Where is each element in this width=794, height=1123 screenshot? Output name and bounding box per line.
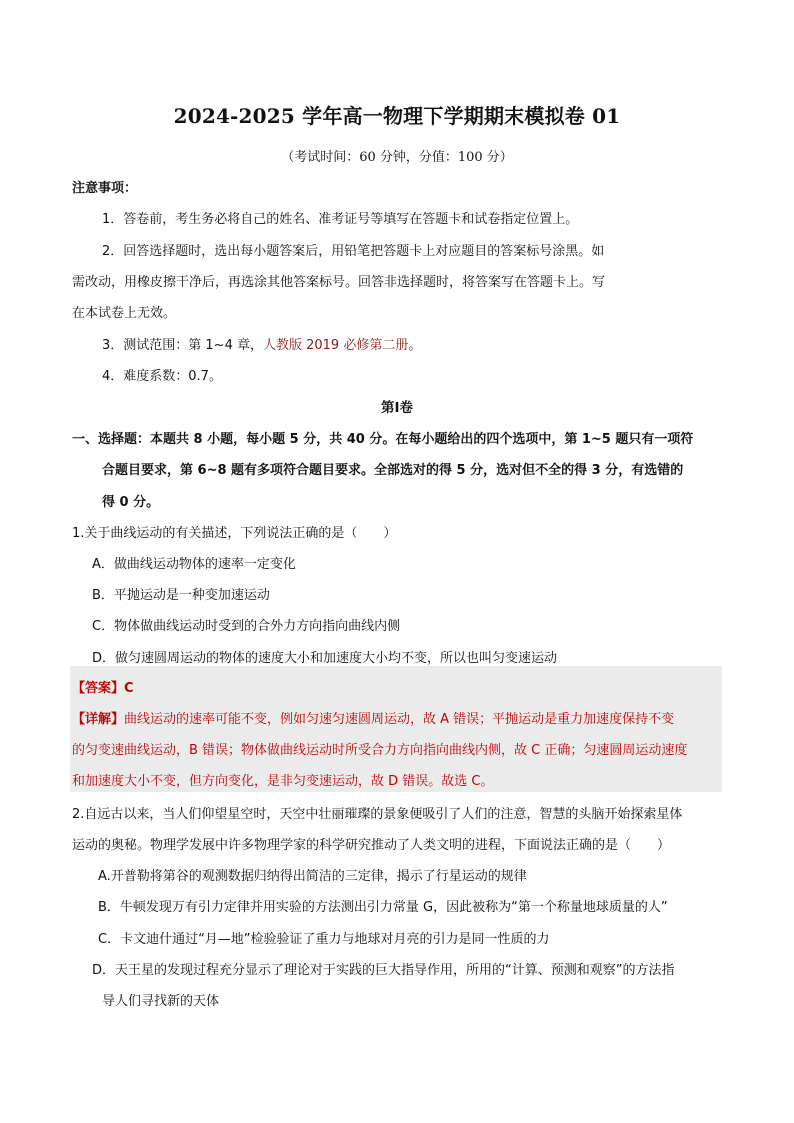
notice-item-1: 1．答卷前，考生务必将自己的姓名、准考证号等填写在答题卡和试卷指定位置上。 (102, 212, 579, 227)
notice-item-3-textbook: 人教版 2019 必修第二册 (262, 338, 409, 353)
question-2-option-d-line-1: D．天王星的发现过程充分显示了理论对于实践的巨大指导作用，所用的“计算、预测和观察”的方法指 (92, 963, 675, 978)
detail-line-1-text: 曲线运动的速率可能不变，例如匀速匀速圆周运动，故 A 错误；平抛运动是重力加速度保持不变 (124, 712, 675, 727)
notice-item-4: 4．难度系数：0.7。 (102, 369, 222, 384)
question-2-option-c: C．卡文迪什通过“月—地”检验验证了重力与地球对月亮的引力是同一性质的力 (98, 932, 550, 947)
question-1-stem: 1.关于曲线运动的有关描述，下列说法正确的是（ ） (72, 526, 397, 541)
question-1-option-a: A．做曲线运动物体的速率一定变化 (92, 557, 296, 572)
question-1-option-b: B．平抛运动是一种变加速运动 (92, 588, 270, 603)
question-2-option-a: A.开普勒将第谷的观测数据归纳得出简洁的三定律，揭示了行星运动的规律 (98, 869, 527, 884)
question-2-stem-line-2: 运动的奥秘。物理学发展中许多物理学家的科学研究推动了人类文明的进程，下面说法正确的是（ ） (72, 838, 671, 853)
question-2-option-d-line-2: 导人们寻找新的天体 (102, 994, 220, 1009)
notice-heading: 注意事项： (72, 181, 138, 196)
notice-item-3-suffix: 。 (408, 338, 422, 353)
notice-item-3 (102, 334, 421, 353)
question-1-answer (72, 677, 134, 696)
notice-item-2-line-3: 在本试卷上无效。 (72, 306, 177, 321)
page-title: 2024-2025 学年高一物理下学期期末模拟卷 01 (173, 104, 621, 128)
detail-tag: 【详解】 (72, 712, 125, 727)
question-1-detail-line-2: 的匀变速曲线运动，B 错误；物体做曲线运动时所受合力方向指向曲线内侧，故 C 正确；匀速圆周运动速度 (72, 743, 688, 758)
question-1-detail-line-1 (72, 708, 674, 727)
question-2-option-b: B．牛顿发现万有引力定律并用实验的方法测出引力常量 G，因此被称为“第一个称量地球质量的人” (98, 900, 668, 915)
answer-value: C (124, 681, 134, 696)
question-1-detail-line-3: 和加速度大小不变，但方向变化，是非匀变速运动，故 D 错误。故选 C。 (72, 774, 494, 789)
notice-item-2-line-2: 需改动，用橡皮擦干净后，再选涂其他答案标号。回答非选择题时，将答案写在答题卡上。写 (72, 275, 606, 290)
answer-tag: 【答案】 (72, 681, 125, 696)
section-title: 第Ⅰ卷 (380, 400, 414, 416)
question-2-stem-line-1: 2.自远古以来，当人们仰望星空时，天空中壮丽璀璨的景象便吸引了人们的注意，智慧的头脑开始探索星体 (72, 807, 683, 822)
exam-info-subtitle: （考试时间：60 分钟，分值：100 分） (281, 150, 513, 165)
part1-instructions-line-2: 合题目要求，第 6~8 题有多项符合题目要求。全部选对的得 5 分，选对但不全的得 3 分，有选错的 (102, 463, 684, 478)
question-1-option-d: D．做匀速圆周运动的物体的速度大小和加速度大小均不变，所以也叫匀变速运动 (92, 651, 558, 666)
notice-item-2-line-1: 2．回答选择题时，选出每小题答案后，用铅笔把答题卡上对应题目的答案标号涂黑。如 (102, 244, 605, 259)
part1-instructions-line-1: 一、选择题：本题共 8 小题，每小题 5 分，共 40 分。在每小题给出的四个选项中，第 1~5 题只有一项符 (72, 432, 694, 447)
notice-item-3-prefix: 3．测试范围：第 1~4 章， (102, 338, 263, 353)
part1-instructions-line-3: 得 0 分。 (102, 495, 160, 510)
question-1-option-c: C．物体做曲线运动时受到的合外力方向指向曲线内侧 (92, 619, 401, 634)
